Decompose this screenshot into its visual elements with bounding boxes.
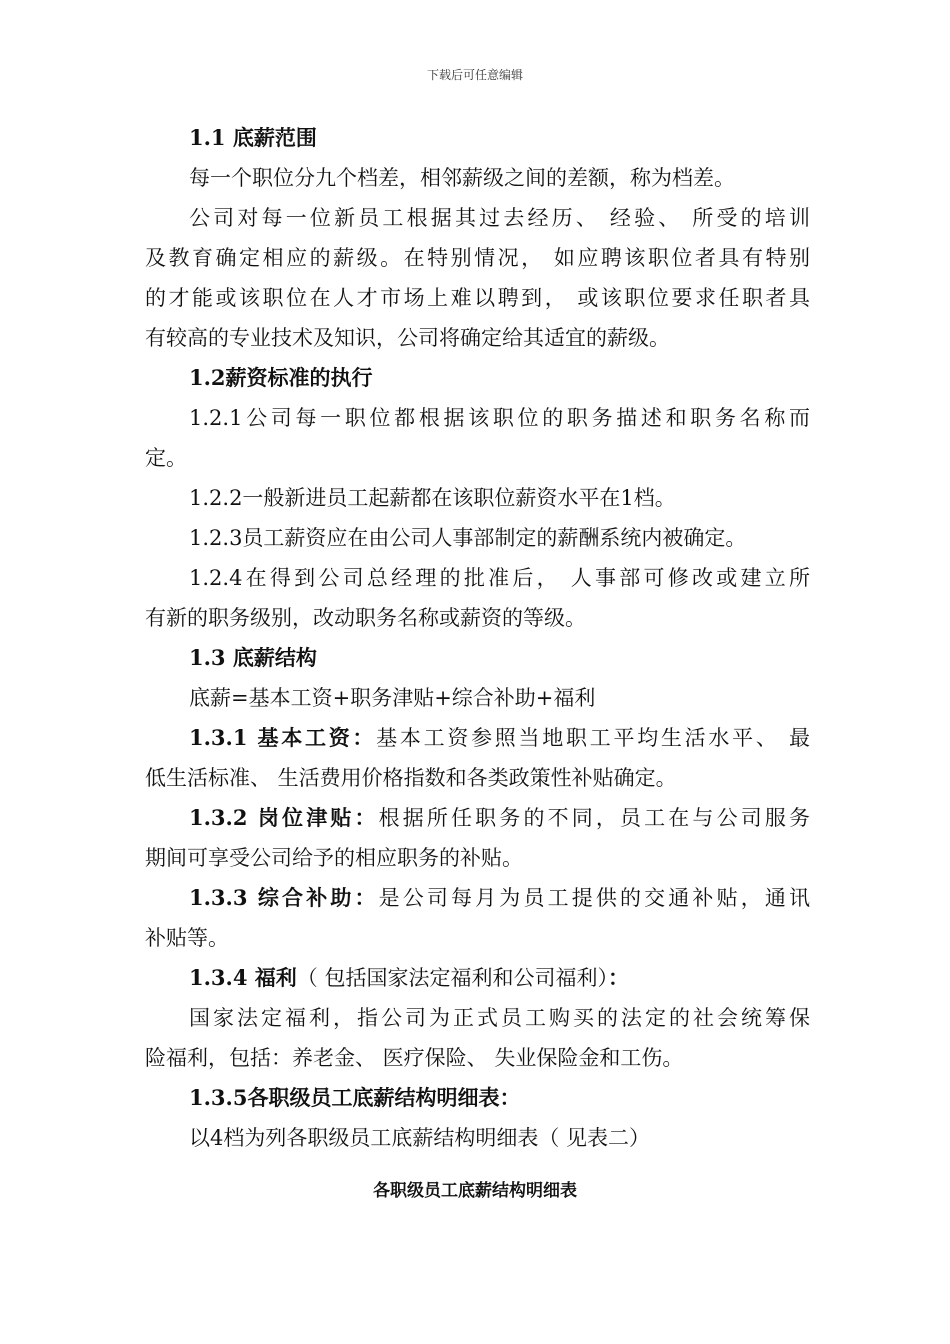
item-label: 1.3.4 福利 <box>189 965 297 990</box>
item-label: 1.3.1 基本工资： <box>189 725 377 750</box>
table-caption: 各职级员工底薪结构明细表 <box>373 1181 577 1201</box>
section-heading-1-3: 1.3 底薪结构 <box>189 645 317 670</box>
section-heading-1-1: 1.1 底薪范围 <box>189 125 317 150</box>
paragraph-line: 1.2.4在得到公司总经理的批准后， 人事部可修改或建立所 <box>189 566 810 590</box>
item-text: （ 包括国家法定福利和公司福利） <box>296 966 608 990</box>
paragraph: 1.2.3员工薪资应在由公司人事部制定的薪酬系统内被确定。 <box>189 526 747 550</box>
item-text: 基本工资参照当地职工平均生活水平、 最 <box>376 726 810 750</box>
paragraph-line: 低生活标准、 生活费用价格指数和各类政策性补贴确定。 <box>145 766 677 790</box>
paragraph-line: 有较高的专业技术及知识，公司将确定给其适宜的薪级。 <box>145 326 670 350</box>
paragraph-line: 的才能或该职位在人才市场上难以聘到， 或该职位要求任职者具 <box>145 286 810 310</box>
paragraph-line: 1.2.1公司每一职位都根据该职位的职务描述和职务名称而 <box>189 406 810 430</box>
section-heading-1-2: 1.2薪资标准的执行 <box>189 365 373 390</box>
item-label: 1.3.2 岗位津贴： <box>189 805 379 830</box>
paragraph-line: 期间可享受公司给予的相应职务的补贴。 <box>145 846 523 870</box>
paragraph-line: 定。 <box>145 446 187 470</box>
paragraph-line: 公司对每一位新员工根据其过去经历、 经验、 所受的培训 <box>189 206 810 230</box>
item-1-3-3 <box>145 878 810 918</box>
item-1-3-4 <box>145 958 810 998</box>
paragraph-line: 及教育确定相应的薪级。在特别情况， 如应聘该职位者具有特别 <box>145 246 810 270</box>
formula: 底薪=基本工资+职务津贴+综合补助+福利 <box>189 686 596 710</box>
item-label: 1.3.3 综合补助： <box>189 885 379 910</box>
item-colon: ： <box>607 965 629 990</box>
paragraph-line: 国家法定福利，指公司为正式员工购买的法定的社会统筹保 <box>189 1006 810 1030</box>
paragraph-line: 有新的职务级别，改动职务名称或薪资的等级。 <box>145 606 586 630</box>
paragraph-line: 补贴等。 <box>145 926 229 950</box>
item-text: 根据所任职务的不同，员工在与公司服务 <box>378 806 810 830</box>
item-1-3-2 <box>145 798 810 838</box>
paragraph: 1.2.2一般新进员工起薪都在该职位薪资水平在1档。 <box>189 486 676 510</box>
item-text: 是公司每月为员工提供的交通补贴，通讯 <box>378 886 810 910</box>
item-1-3-1 <box>145 718 810 758</box>
header-note: 下载后可任意编辑 <box>426 68 523 82</box>
paragraph-line: 险福利，包括：养老金、 医疗保险、 失业保险金和工伤。 <box>145 1046 684 1070</box>
document-body <box>145 118 810 1158</box>
item-1-3-5: 1.3.5各职级员工底薪结构明细表： <box>189 1085 521 1110</box>
paragraph: 以4档为列各职级员工底薪结构明细表（ 见表二） <box>189 1126 651 1150</box>
paragraph: 每一个职位分九个档差，相邻薪级之间的差额，称为档差。 <box>189 166 735 190</box>
